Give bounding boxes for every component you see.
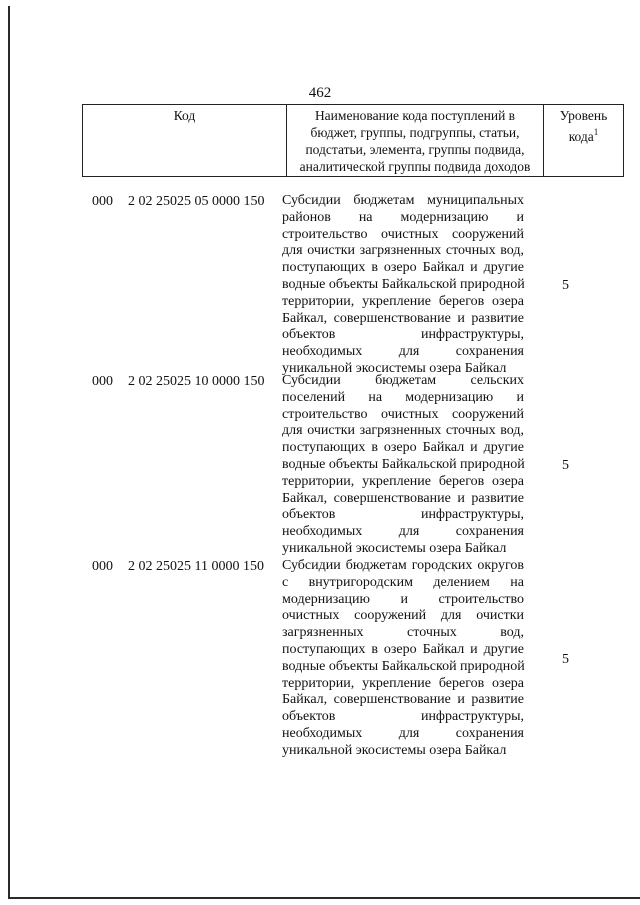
description-line: уникальной экосистемы озера Байкал: [282, 540, 507, 556]
description-line: модернизацию и строительство: [282, 591, 524, 607]
description-line: для очистки загрязненных сточных вод,: [282, 243, 524, 259]
description-line: Байкал, совершенствование и развитие: [282, 692, 524, 708]
admin-code: 000: [92, 194, 113, 209]
description-line: водные объекты Байкальской природной: [282, 658, 525, 674]
header-name-line: аналитической группы подвида доходов: [299, 159, 531, 174]
description-line: районов на модернизацию и: [282, 209, 524, 225]
description-line: Субсидии бюджетам сельских: [282, 373, 524, 388]
income-description: [282, 193, 524, 378]
description-line: Субсидии бюджетам муниципальных: [282, 193, 524, 208]
description-line: необходимых для сохранения: [282, 524, 524, 540]
income-description: [282, 558, 524, 760]
income-code: 2 02 25025 11 0000 150: [128, 559, 264, 574]
header-level-cell: [544, 105, 624, 177]
description-line: уникальной экосистемы озера Байкал: [282, 742, 507, 758]
description-line: Байкал, совершенствование и развитие: [282, 490, 524, 506]
header-level-footnote: 1: [593, 127, 599, 137]
header-code-label: Код: [173, 108, 196, 123]
admin-code: 000: [92, 559, 113, 574]
description-line: для очистки загрязненных сточных вод,: [282, 423, 524, 439]
description-line: объектов инфраструктуры,: [282, 507, 524, 523]
code-level: 5: [562, 278, 569, 293]
header-level-line: Уровень: [559, 108, 608, 123]
header-name-cell: [287, 105, 544, 177]
header-name-line: бюджет, группы, подгруппы, статьи,: [310, 125, 520, 140]
description-line: с внутригородским делением на: [282, 574, 524, 590]
income-code: 2 02 25025 10 0000 150: [128, 374, 265, 389]
description-line: необходимых для сохранения: [282, 344, 524, 360]
description-line: поступающих в озеро Байкал и другие: [282, 260, 524, 276]
description-line: необходимых для сохранения: [282, 725, 524, 741]
income-description: [282, 373, 524, 558]
header-name-line: подстатьи, элемента, группы подвида,: [305, 142, 525, 157]
header-name-line: Наименование кода поступлений в: [314, 108, 516, 123]
description-line: территории, укрепление берегов озера: [282, 675, 524, 691]
header-table: [82, 104, 624, 177]
description-line: загрязненных сточных вод,: [282, 625, 524, 641]
description-line: поступающих в озеро Байкал и другие: [282, 440, 524, 456]
code-level: 5: [562, 458, 569, 473]
page-number: 462: [308, 85, 332, 101]
description-line: объектов инфраструктуры,: [282, 709, 524, 725]
description-line: очистных сооружений для очистки: [282, 608, 524, 624]
description-line: поселений на модернизацию и: [282, 389, 524, 405]
header-level-line: кода: [568, 129, 594, 144]
description-line: строительство очистных сооружений: [282, 226, 524, 242]
header-code-cell: [83, 105, 287, 177]
description-line: строительство очистных сооружений: [282, 406, 524, 422]
description-line: водные объекты Байкальской природной: [282, 456, 525, 472]
description-line: уникальной экосистемы озера Байкал: [282, 360, 507, 376]
description-line: территории, укрепление берегов озера: [282, 293, 524, 309]
admin-code: 000: [92, 374, 113, 389]
page-border-left: [8, 6, 10, 899]
description-line: водные объекты Байкальской природной: [282, 276, 525, 292]
page-border-bottom: [8, 897, 640, 899]
description-line: Субсидии бюджетам городских округов: [282, 558, 524, 573]
income-code: 2 02 25025 05 0000 150: [128, 194, 265, 209]
description-line: объектов инфраструктуры,: [282, 327, 524, 343]
description-line: поступающих в озеро Байкал и другие: [282, 641, 524, 657]
description-line: территории, укрепление берегов озера: [282, 473, 524, 489]
description-line: Байкал, совершенствование и развитие: [282, 310, 524, 326]
code-level: 5: [562, 652, 569, 667]
